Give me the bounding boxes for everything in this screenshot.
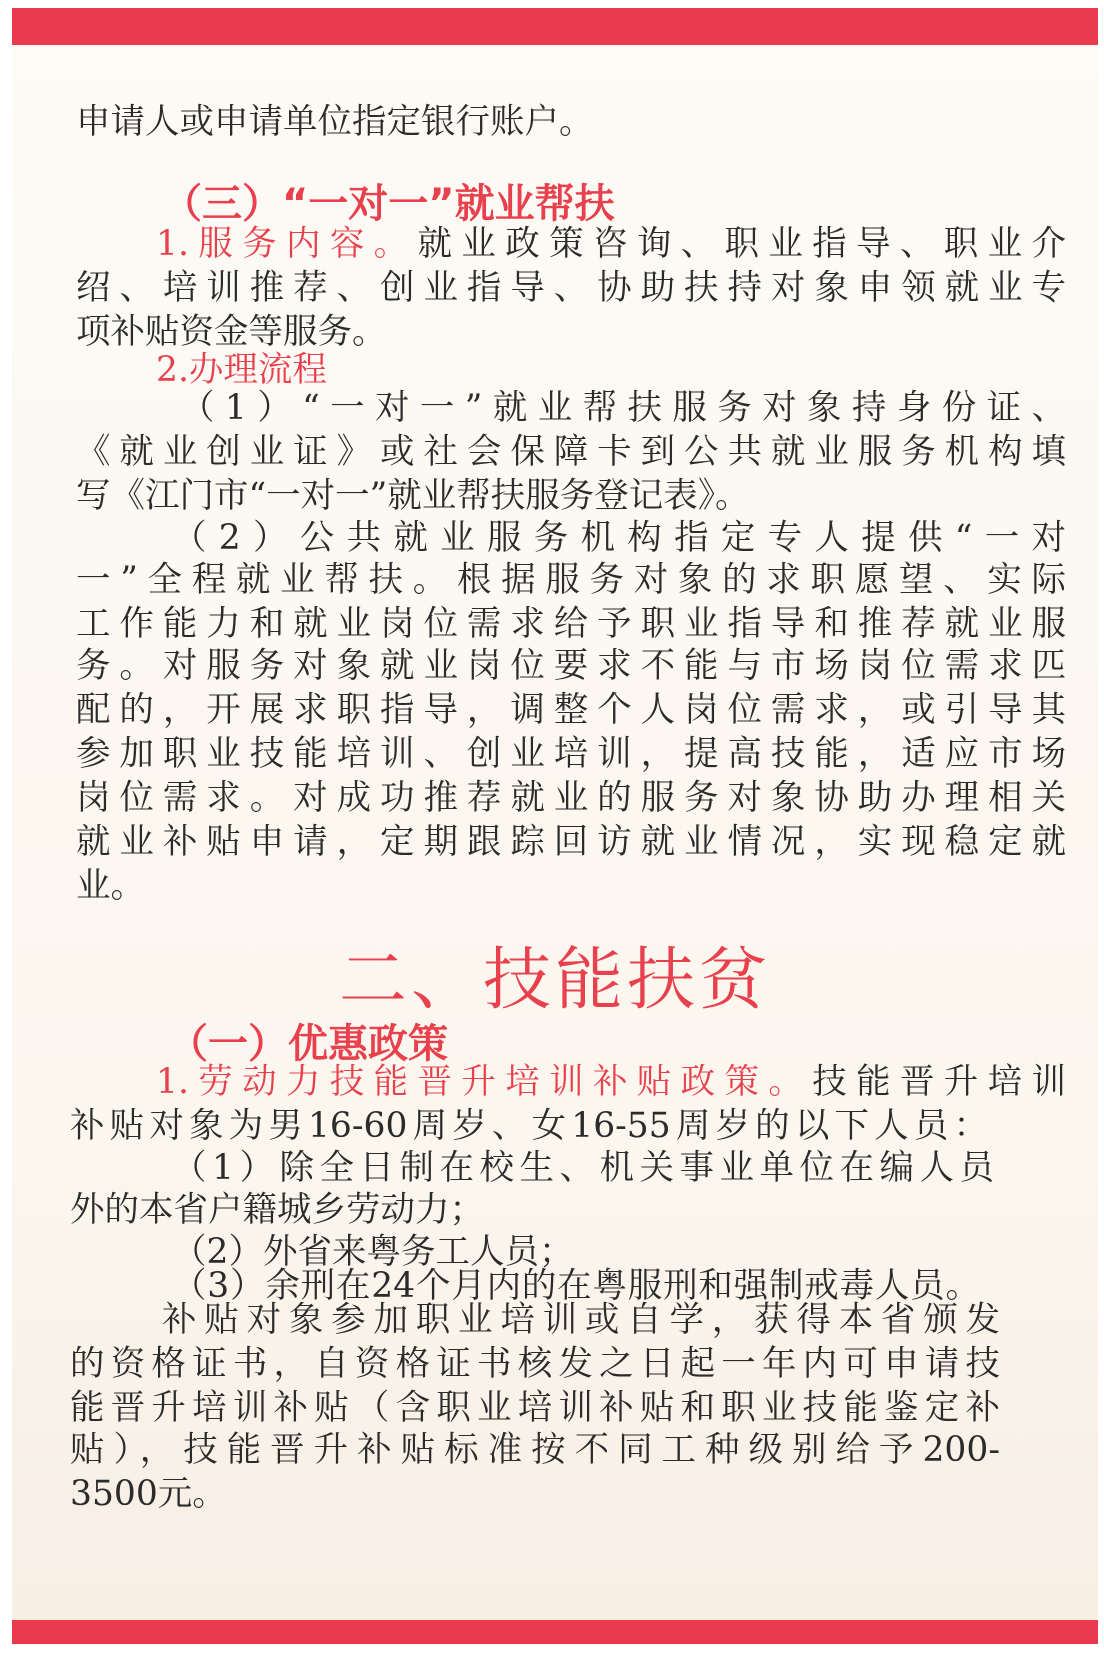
text-line: 外的本省户籍城乡劳动力； xyxy=(70,1190,484,1230)
text-line: （2）外省来粤务工人员； xyxy=(172,1232,574,1272)
text-line: 贴），技能晋升补贴标准按不同工种级别给予200- xyxy=(70,1430,1000,1470)
text-line: 3500元。 xyxy=(70,1474,227,1514)
text-line: 《就业创业证》或社会保障卡到公共就业服务机构填 xyxy=(76,432,1066,472)
section-heading-one-to-one: （三）“一对一”就业帮扶 xyxy=(162,181,615,227)
text-line: 业。 xyxy=(76,866,145,906)
text-line-training-subsidy xyxy=(76,1060,1066,1104)
text-line: 写《江门市“一对一”就业帮扶服务登记表》。 xyxy=(76,476,750,516)
top-red-band xyxy=(12,8,1098,45)
text-line: 申请人或申请单位指定银行账户。 xyxy=(76,102,594,142)
chapter-title: 二、技能扶贫 xyxy=(338,941,771,1020)
section-heading-preferential-policy: （一）优惠政策 xyxy=(168,1021,448,1067)
text-line: （1）除全日制在校生、机关事业单位在编人员 xyxy=(172,1148,994,1188)
text-line: 务。对服务对象就业岗位要求不能与市场岗位需求匹 xyxy=(76,646,1066,686)
subheading-process: 2.办理流程 xyxy=(156,350,327,390)
text-line: 补贴对象参加职业培训或自学，获得本省颁发 xyxy=(162,1300,1000,1340)
text-line: （3）余刑在24个月内的在粤服刑和强制戒毒人员。 xyxy=(172,1266,980,1306)
text-line: 就业补贴申请，定期跟踪回访就业情况，实现稳定就 xyxy=(76,822,1066,862)
brochure-page xyxy=(12,8,1098,1644)
text-line: 一”全程就业帮扶。根据服务对象的求职愿望、实际 xyxy=(76,560,1066,600)
text-line: 绍、培训推荐、创业指导、协助扶持对象申领就业专 xyxy=(76,268,1066,308)
text-line: 工作能力和就业岗位需求给予职业指导和推荐就业服 xyxy=(76,604,1066,644)
text-span: 技能晋升培训 xyxy=(812,1062,1067,1102)
subheading-service-content: 1.服务内容。 xyxy=(156,224,418,264)
subheading-training-subsidy: 1.劳动力技能晋升培训补贴政策。 xyxy=(156,1062,813,1102)
text-line: 参加职业技能培训、创业培训，提高技能，适应市场 xyxy=(76,734,1066,774)
text-span: 就业政策咨询、职业指导、职业介 xyxy=(417,224,1066,264)
text-line: 补贴对象为男16-60周岁、女16-55周岁的以下人员： xyxy=(70,1106,988,1146)
bottom-red-band xyxy=(12,1620,1098,1644)
text-line: 项补贴资金等服务。 xyxy=(76,312,387,352)
text-line: （2）公共就业服务机构指定专人提供“一对 xyxy=(172,518,1066,558)
text-line: 的资格证书，自资格证书核发之日起一年内可申请技 xyxy=(70,1344,1000,1384)
text-line-service-content xyxy=(76,222,1066,266)
text-line: 配的，开展求职指导，调整个人岗位需求，或引导其 xyxy=(76,690,1066,730)
text-line: 能晋升培训补贴（含职业培训补贴和职业技能鉴定补 xyxy=(70,1388,1000,1428)
text-line: （1）“一对一”就业帮扶服务对象持身份证、 xyxy=(180,388,1066,428)
text-line: 岗位需求。对成功推荐就业的服务对象协助办理相关 xyxy=(76,778,1066,818)
